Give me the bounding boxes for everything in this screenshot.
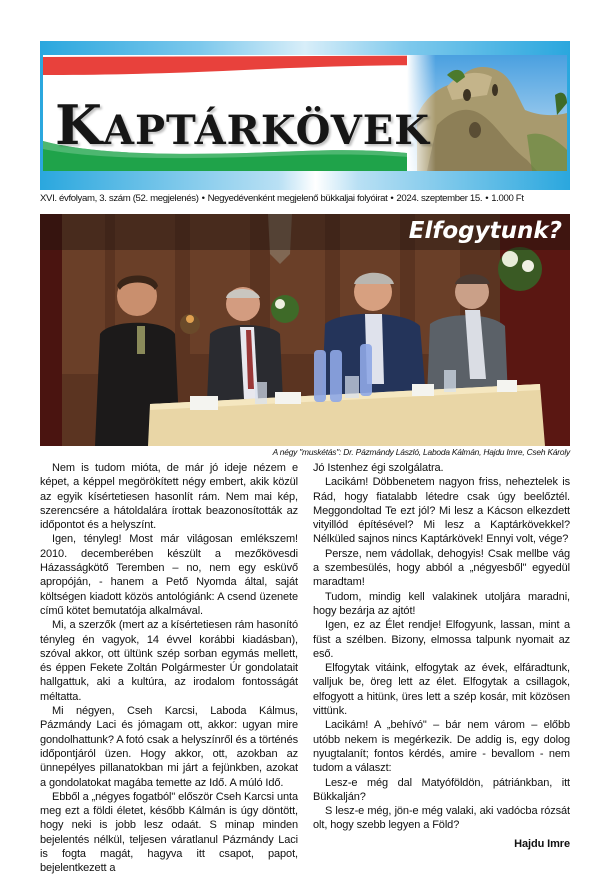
paragraph: Lacikám! A „behívó" – bár nem várom – előbb utóbb nekem is megérkezik. De addig is, egy dolog nyugtalanít; fontos kérdés, amire - bevallom - nem tudom a választ:	[313, 719, 570, 775]
photo-caption: A négy "muskétás": Dr. Pázmándy László, Laboda Kálmán, Hajdu Imre, Cseh Károly	[272, 447, 570, 457]
issue-volume: XVI. évfolyam, 3. szám (52. megjelenés)	[40, 193, 199, 204]
masthead-title-rest: APTÁRKÖVEK	[102, 107, 431, 154]
masthead-title-initial: K	[55, 93, 103, 157]
paragraph: S lesz-e még, jön-e még valaki, aki vadócba rózsát olt, hogy szebb legyen a Föld?	[313, 805, 570, 832]
issue-description: Negyedévenként megjelenő bükkaljai folyóirat	[207, 193, 388, 204]
masthead-title	[55, 93, 430, 157]
masthead-banner	[40, 41, 570, 190]
separator-bullet: •	[201, 193, 205, 204]
flag-band	[43, 55, 567, 171]
article-photo	[40, 214, 570, 446]
paragraph: Mi, a szerzők (mert az a kísértetiesen rám hasonító tényleg én vagyok, 14 évvel korábbi kiadásban), szóval akkor, ott ültünk szép sorban egymás mellett, és éppen Fekete Zoltán Polgármester Úr gondolatait hallgattuk, aki a kultúra, az irodalom fontosságát méltatta.	[40, 619, 298, 703]
paragraph: Mi négyen, Cseh Karcsi, Laboda Kálmus, Pázmándy Laci és jómagam ott, akkor: ugyan mire gondolhattunk? A fotó csak a helyszínről és a történés időpontjáról üzen. Hogy akkor, ott, azokban az ünnepélyes pillanatokban mi járt a fejünkben, azokat a gondolatokat magába temette az Idő. A múló Idő.	[40, 705, 298, 789]
issue-date: 2024. szeptember 15.	[396, 193, 483, 204]
article-headline: Elfogytunk?	[408, 218, 562, 244]
paragraph: Igen, ez az Élet rendje! Elfogyunk, lassan, mint a füst a szélben. Bizony, elmossa talpunk nyomait az eső.	[313, 619, 570, 660]
issue-price: 1.000 Ft	[491, 193, 524, 204]
paragraph: Tudom, mindig kell valakinek utoljára maradni, hogy bezárja az ajtót!	[313, 590, 570, 617]
author-signature: Hajdu Imre	[514, 837, 570, 850]
issue-info-line	[40, 193, 570, 204]
paragraph: Nem is tudom mióta, de már jó ideje nézem e képet, a képpel megörökített négy embert, akik közül az egyik kísértetiesen hasonlít rám. Nem mai kép, szerencsére a hátoldalára írottak beazonosították az időpontot és a helyszínt.	[40, 462, 298, 532]
paragraph: Elfogytak vitáink, elfogytak az évek, elfáradtunk, valljuk be, öreg lett az élet. Elfogytak a csillagok, elfogyott a hitünk, üres lett a szép kosár, mit közösen vittünk.	[313, 662, 570, 718]
paragraph: Igen, tényleg! Most már világosan emlékszem! 2010. decemberében készült a mezőkövesdi Házasságkötő Teremben – no, nem egy esküvő apropóján, - hanem a Pető Nyomda által, saját költségen kiadott közös antológiánk: A csend üzenete című kötet bemutatója alkalmával.	[40, 533, 298, 617]
paragraph: Lacikám! Döbbenetem nagyon friss, neheztelek is Rád, hogy fiatalabb létedre csak úgy beelőztél. Meggondoltad Te ezt jól? Mi lesz a Kácson elkezdett vityillód építésével? Mi lesz a Kaptárkövekkel? Nélküled sajnos nincs Kaptárkövek! Ennyi volt, vége?	[313, 476, 570, 546]
paragraph: Persze, nem vádollak, dehogyis! Csak mellbe vág a szembesülés, hogy abból a „négyesből" egyedül maradtam!	[313, 547, 570, 589]
paragraph: Lesz-e még dal Matyóföldön, pátriánkban, itt Bükkalján?	[313, 776, 570, 803]
article-column-left	[40, 461, 298, 876]
paragraph: Ebből a „négyes fogatból" először Cseh Karcsi unta meg ezt a földi életet, később Kálmán is úgy döntött, hogy neki is jobb lesz odaát. S minap minden bejelentés nélkül, teljesen váratlanul Pázmándy Laci is fogta magát, hagyva itt csapot, papot, bejelentkezett a	[40, 790, 298, 875]
separator-bullet: •	[390, 193, 394, 204]
separator-bullet: •	[485, 193, 489, 204]
paragraph-continuation: Jó Istenhez égi szolgálatra.	[313, 462, 444, 474]
rock-cave-photo	[407, 55, 567, 171]
blue-bottom-strip	[40, 171, 570, 190]
article-column-right	[313, 461, 570, 851]
